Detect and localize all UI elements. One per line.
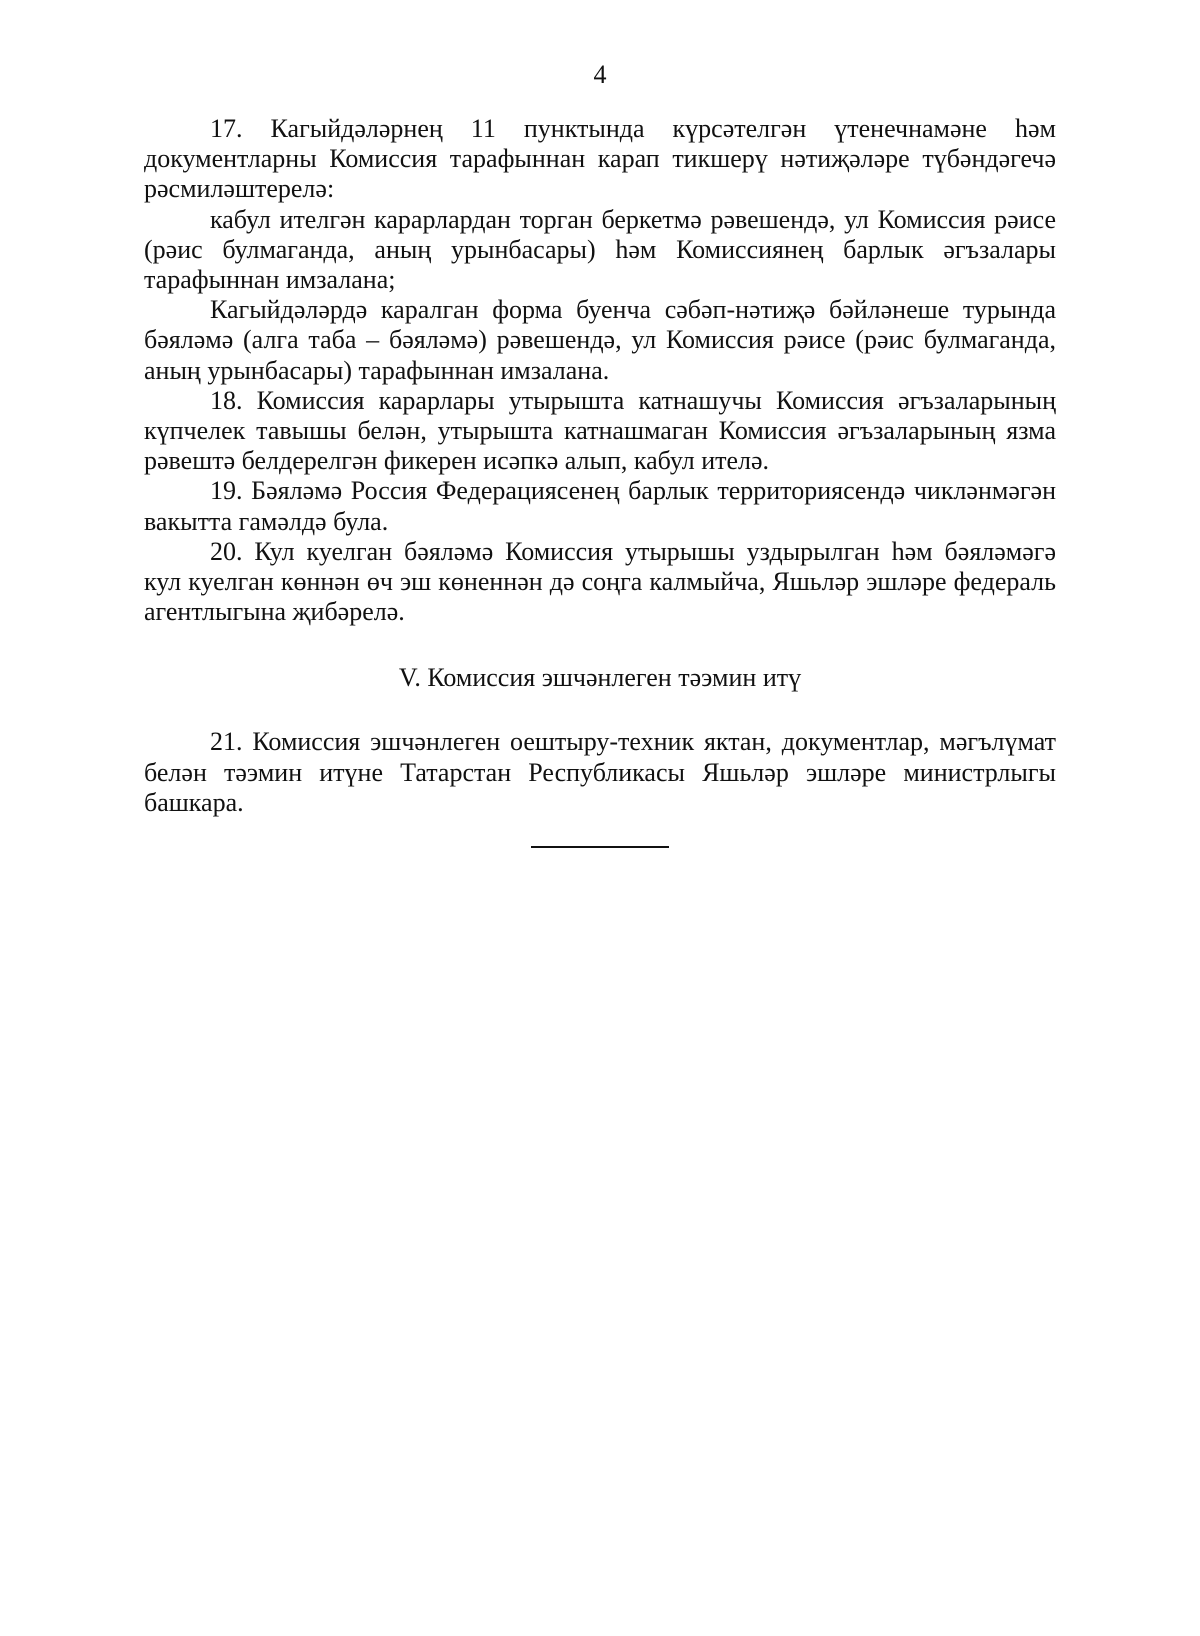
end-divider (531, 846, 669, 848)
paragraph-18: 18. Комиссия карарлары утырышта катнашучы Комиссия әгъзаларының күпчелек тавышы белән, утырышта катнашмаган Комиссия әгъзаларының язма рәвештә белдерелгән фикерен исәпкә алып, кабул ителә. (144, 385, 1056, 476)
paragraph-19: 19. Бәяләмә Россия Федерациясенең барлык территориясендә чикләнмәгән вакытта гамәлдә була. (144, 476, 1056, 536)
paragraph-17-minutes: кабул ителгән карарлардан торган беркетмә рәвешендә, ул Комиссия рәисе (рәис булмаганда, аның урынбасары) һәм Комиссиянең барлык әгъзалары тарафыннан имзалана; (144, 204, 1056, 295)
paragraph-17: 17. Кагыйдәләрнең 11 пунктында күрсәтелгән үтенечнамәне һәм документларны Комиссия тарафыннан карап тикшерү нәтиҗәләре түбәндәгечә рәсмиләштерелә: (144, 114, 1056, 204)
paragraph-21: 21. Комиссия эшчәнлеген оештыру-техник яктан, документлар, мәгълүмат белән тәэмин итүне Татарстан Республикасы Яшьләр эшләре министрлыгы башкара. (144, 727, 1056, 817)
paragraph-20: 20. Кул куелган бәяләмә Комиссия утырышы уздырылган һәм бәяләмәгә кул куелган көннән өч эш көненнән дә соңга калмыйча, Яшьләр эшләре федераль агентлыгына җибәрелә. (144, 536, 1056, 627)
section-heading: V. Комиссия эшчәнлеген тәэмин итү (398, 663, 802, 693)
paragraph-17-conclusion: Кагыйдәләрдә каралган форма буенча сәбәп-нәтиҗә бәйләнеше турында бәяләмә (алга таба – бәяләмә) рәвешендә, ул Комиссия рәисе (рәис булмаганда, аның урынбасары) тарафыннан имзалана. (144, 295, 1056, 385)
page-number: 4 (593, 60, 607, 89)
document-body (144, 114, 1056, 848)
